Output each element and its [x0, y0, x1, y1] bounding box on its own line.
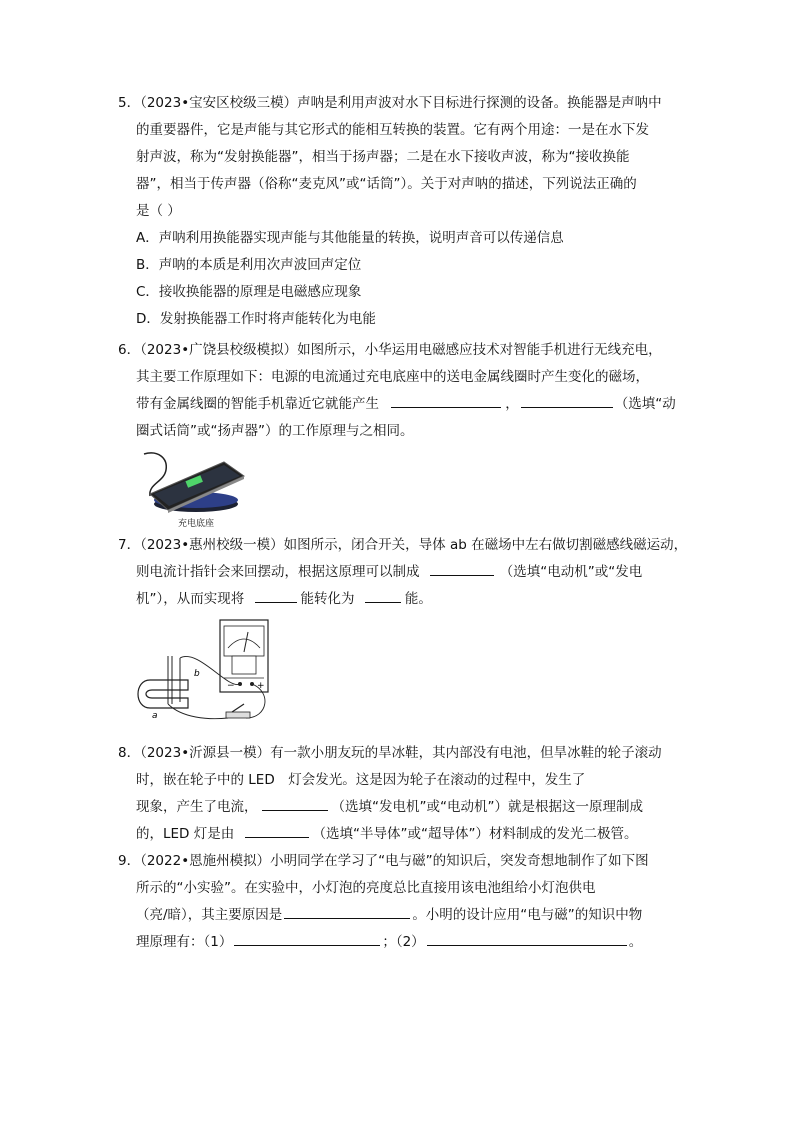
q7-text-2a: 则电流计指针会来回摆动，根据这原理可以制成 — [136, 564, 420, 580]
q7-text-3a: 机”），从而实现将 — [136, 591, 245, 607]
q6-line-4: 圈式话筒”或“扬声器”）的工作原理与之相同。 — [136, 423, 414, 439]
q8-line-2: 时，嵌在轮子中的 LED 灯会发光。这是因为轮子在滚动的过程中，发生了 — [136, 772, 586, 788]
q5-line-4: 器”，相当于传声器（俗称“麦克风”或“话筒”）。关于对声呐的描述，下列说法正确的 — [136, 176, 637, 192]
wireless-charger-figure — [138, 448, 258, 532]
q7-line-2 — [118, 559, 678, 586]
q6-line-2: 其主要工作原理如下：电源的电流通过充电底座中的送电金属线圈时产生变化的磁场， — [136, 369, 649, 385]
q7-text-3b: 能转化为 — [300, 591, 355, 607]
q8-text-3b: （选填“发电机”或“电动机”）就是根据这一原理制成 — [331, 799, 643, 815]
question-7 — [118, 532, 688, 613]
q8-line-1: 8．（2023•沂源县一模）有一款小朋友玩的旱冰鞋，其内部没有电池，但旱冰鞋的轮子滚动 — [118, 745, 662, 761]
svg-text:−: − — [227, 681, 235, 691]
q5-line-1: 5．（2023•宝安区校级三模）声呐是利用声波对水下目标进行探测的设备。换能器是声呐中 — [118, 95, 662, 111]
q6-text-3a: 带有金属线圈的智能手机靠近它就能产生 — [136, 396, 379, 412]
galvanometer-circuit-figure — [128, 618, 278, 726]
label-b: b — [194, 669, 200, 679]
q5-option-b: B．声呐的本质是利用次声波回声定位 — [136, 257, 362, 273]
q6-text-3b: ， — [505, 396, 519, 412]
label-a: a — [152, 711, 158, 721]
q5-line-2: 的重要器件，它是声能与其它形式的能相互转换的装置。它有两个用途：一是在水下发 — [136, 122, 649, 138]
q6-blank-2[interactable] — [521, 393, 613, 408]
q5-option-a: A．声呐利用换能器实现声能与其他能量的转换，说明声音可以传递信息 — [136, 230, 564, 246]
q6-line-3 — [118, 391, 678, 418]
q9-text-4b: ；（2） — [382, 934, 425, 950]
question-5 — [118, 90, 678, 333]
q8-text-4b: （选填“半导体”或“超导体”）材料制成的发光二极管。 — [312, 826, 638, 842]
q5-option-d: D．发射换能器工作时将声能转化为电能 — [136, 311, 376, 327]
q7-line-3 — [118, 586, 678, 613]
question-6 — [118, 337, 678, 445]
q8-blank-2[interactable] — [245, 823, 309, 838]
q9-text-3a: （亮/暗），其主要原因是 — [136, 907, 283, 923]
q8-blank-1[interactable] — [262, 796, 328, 811]
q9-text-3b: 。小明的设计应用“电与磁”的知识中物 — [412, 907, 643, 923]
svg-text:+: + — [257, 681, 265, 691]
q7-line-1: 7．（2023•惠州校级一模）如图所示，闭合开关，导体 ab 在磁场中左右做切割磁感线磁运动， — [118, 537, 688, 553]
q9-blank-3[interactable] — [427, 931, 627, 946]
q5-option-c: C．接收换能器的原理是电磁感应现象 — [136, 284, 362, 300]
q8-text-4a: 的，LED 灯是由 — [136, 826, 235, 842]
q8-text-3a: 现象，产生了电流， — [136, 799, 258, 815]
q7-text-3c: 能。 — [404, 591, 432, 607]
q9-blank-1[interactable] — [284, 904, 410, 919]
q9-text-4a: 理原理有：（1） — [136, 934, 233, 950]
q5-line-3: 射声波，称为“发射换能器”，相当于扬声器；二是在水下接收声波，称为“接收换能 — [136, 149, 630, 165]
question-8 — [118, 740, 678, 848]
q6-text-3c: （选填“动 — [614, 396, 676, 412]
q8-line-3 — [118, 794, 678, 821]
q8-line-4 — [118, 821, 678, 848]
q9-line-4 — [118, 929, 678, 956]
q9-blank-2[interactable] — [234, 931, 380, 946]
question-9 — [118, 848, 678, 956]
q6-line-1: 6．（2023•广饶县校级模拟）如图所示，小华运用电磁感应技术对智能手机进行无线充电， — [118, 342, 662, 358]
q9-line-1: 9．（2022•恩施州模拟）小明同学在学习了“电与磁”的知识后，突发奇想地制作了如下图 — [118, 853, 649, 869]
q9-line-2: 所示的“小实验”。在实验中，小灯泡的亮度总比直接用该电池组给小灯泡供电 — [136, 880, 596, 896]
q5-line-5: 是（ ） — [136, 203, 181, 219]
q6-blank-1[interactable] — [391, 393, 501, 408]
q9-line-3 — [118, 902, 678, 929]
charger-label: 充电底座 — [177, 519, 215, 529]
q9-text-4c: 。 — [628, 934, 643, 950]
q7-blank-3[interactable] — [365, 588, 401, 603]
q7-text-2b: （选填“电动机”或“发电 — [499, 564, 643, 580]
q7-blank-1[interactable] — [430, 561, 494, 576]
q7-blank-2[interactable] — [255, 588, 297, 603]
